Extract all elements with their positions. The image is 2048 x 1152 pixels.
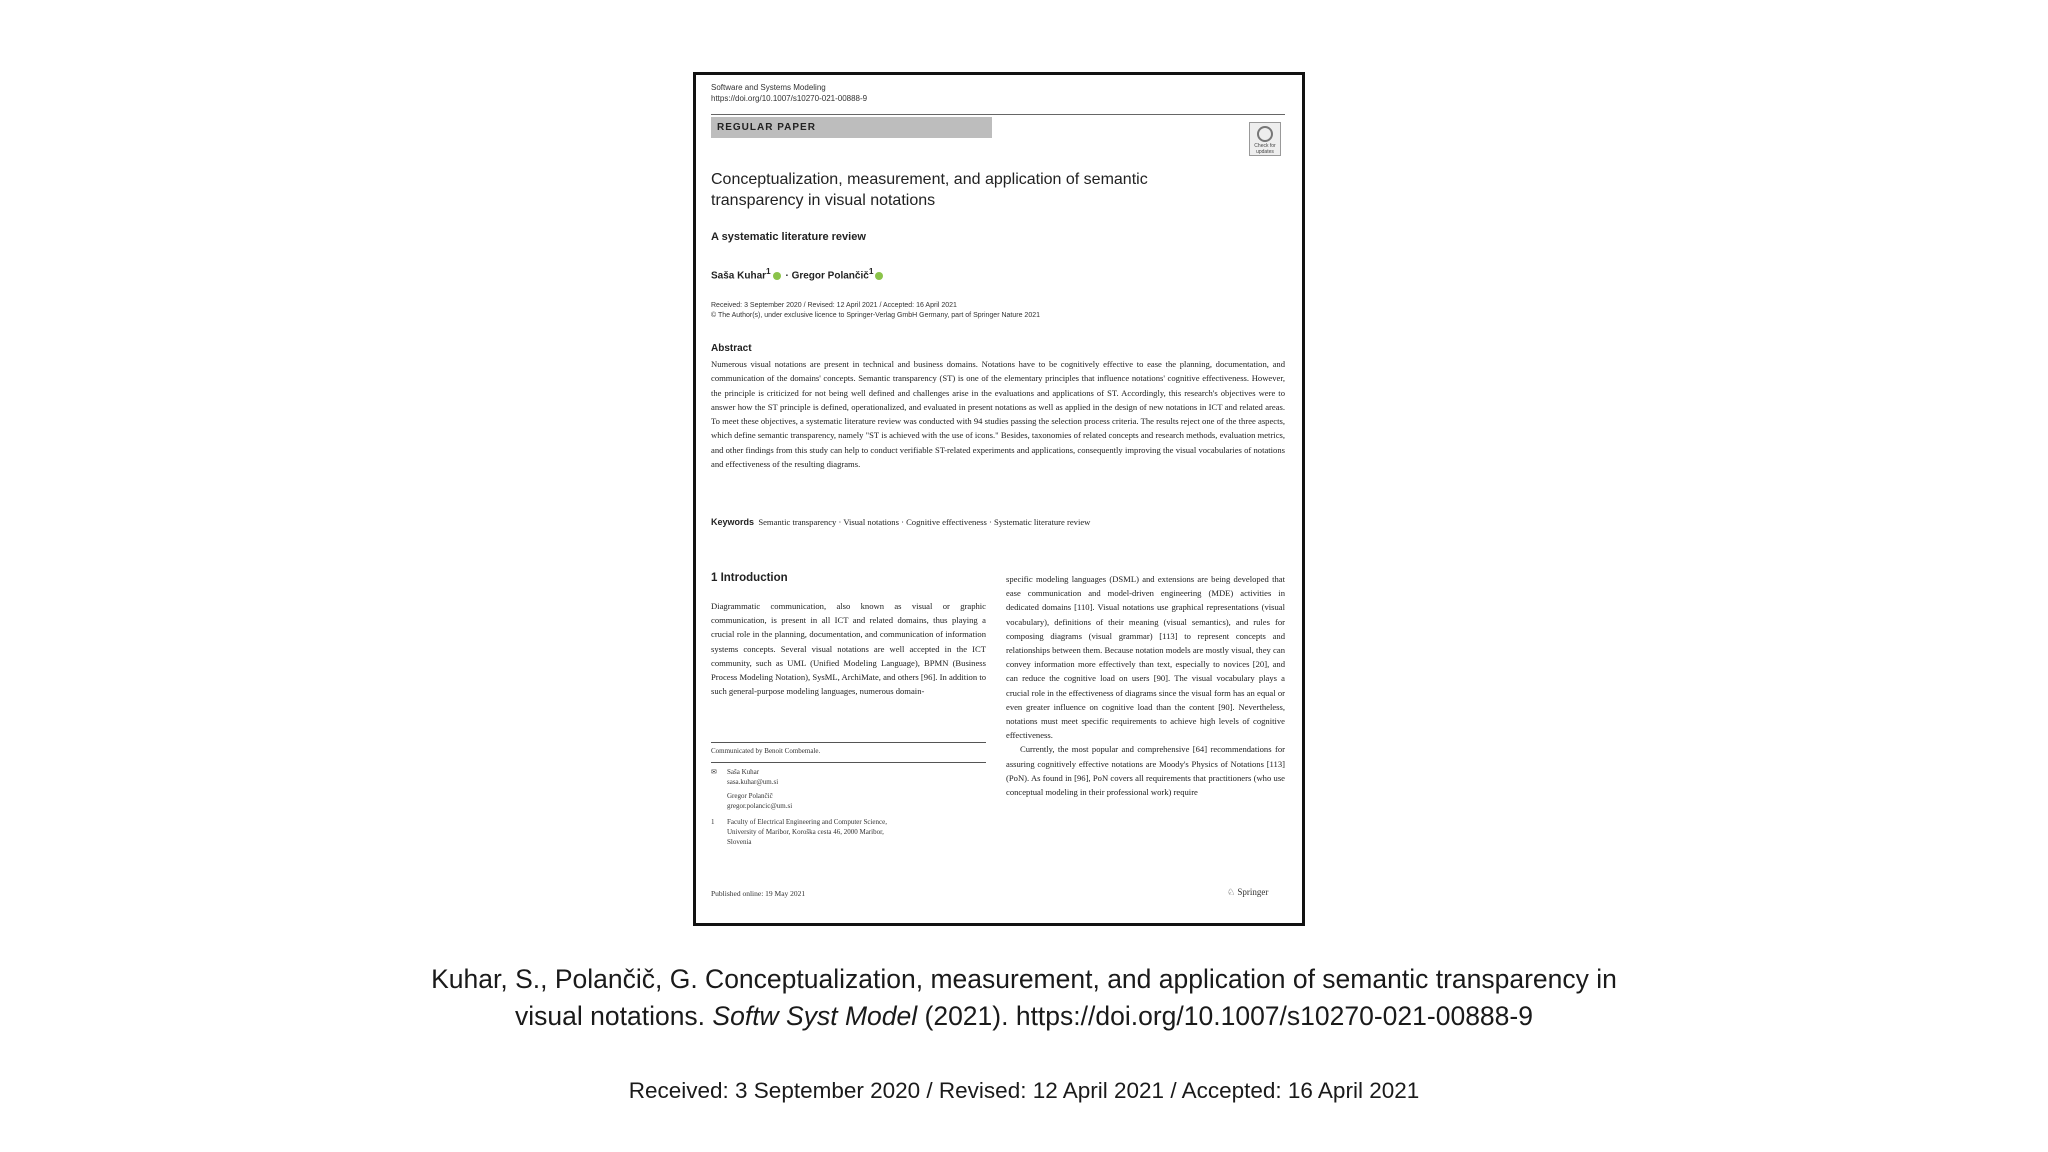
bookmark-icon [1257,126,1273,142]
author-separator: · [785,270,792,282]
footnote-rule [711,762,986,763]
paper-title: Conceptualization, measurement, and application of semantic transparency in visual notations [711,171,1148,209]
author-name: Saša Kuhar [711,270,767,282]
citation-line-1: Kuhar, S., Polančič, G. Conceptualization, measurement, and application of semantic transparency in [431,964,1617,994]
check-for-updates-badge [1249,122,1281,156]
citation-caption [0,961,2048,1035]
contact-name: Gregor Polančič [727,792,773,800]
author-contacts [711,767,986,847]
contact-name: Saša Kuhar [727,768,760,776]
publisher-name: Springer [1237,887,1269,897]
orcid-icon [875,272,883,280]
publisher-logo [1227,887,1268,898]
check-badge-label: Check for updates [1254,143,1276,155]
intro-paragraph: Currently, the most popular and comprehensive [64] recommendations for assuring cognitively effective notations are Moody's Physics of Notations [113] (PoN). As found in [96], PoN covers all requirements that practitioners (who use conceptual modeling in their professional work) require [1006,744,1285,798]
author-name: Gregor Polančič [791,270,869,282]
received-dates: Received: 3 September 2020 / Revised: 12 April 2021 / Accepted: 16 April 2021 [711,302,957,309]
contact-entry [711,767,986,787]
keywords [711,516,1285,528]
journal-name: Software and Systems Modeling [711,83,826,92]
orcid-icon [773,272,781,280]
header-rule [711,114,1285,115]
citation-doi: (2021). https://doi.org/10.1007/s10270-021-00888-9 [917,1001,1533,1031]
citation-text: visual notations. [515,1001,713,1031]
contact-email: sasa.kuhar@um.si [727,778,779,786]
citation-line-2 [0,998,2048,1035]
introduction-heading: 1 Introduction [711,572,788,584]
footnote-rule [711,742,986,743]
article-meta [711,301,1285,321]
received-revised-accepted-dates: Received: 3 September 2020 / Revised: 12 April 2021 / Accepted: 16 April 2021 [628,1078,1420,1103]
contact-entry [711,791,986,811]
contact-email: gregor.polancic@um.si [727,802,793,810]
affiliation-line: Faculty of Electrical Engineering and Computer Science, [727,818,887,826]
journal-doi: https://doi.org/10.1007/s10270-021-00888-9 [711,94,868,103]
envelope-icon: ✉ [711,768,717,776]
affiliation-entry [711,817,986,847]
abstract-heading: Abstract [711,343,752,354]
intro-paragraph: specific modeling languages (DSML) and extensions are being developed that ease communication and model-driven engineering (MDE) activities in dedicated domains [110]. Visual notations use graphical representations (visual vocabulary), definitions of their meaning (visual semantics), and rules for composing diagrams (visual grammar) [113] to represent concepts and relationships between them. Because notation models are mostly visual, they can convey information more effectively than text, especially to novices [20], and can reduce the cognitive load on users [90]. The visual vocabulary plays a crucial role in the effectiveness of diagrams since the visual form has an equal or even greater influence on cognitive load than the content [90]. Nevertheless, notations must meet specific requirements to achieve high levels of cognitive effectiveness. [1006,574,1285,741]
introduction-column-right [1006,572,1285,799]
paper-subtitle: A systematic literature review [711,231,866,243]
paper-first-page-image [693,72,1305,926]
affiliation-sup: 1 [868,266,874,276]
communicated-by: Communicated by Benoit Combemale. [711,747,821,755]
affiliation-line: University of Maribor, Koroška cesta 46, 2000 Maribor, [727,828,884,836]
citation-journal: Softw Syst Model [712,1001,918,1031]
affiliation-line: Slovenia [727,838,752,846]
section-label: REGULAR PAPER [711,117,992,138]
abstract-text: Numerous visual notations are present in technical and business domains. Notations have to be cognitively effective to ease the planning, documentation, and communication of the domains' concepts. Semantic transparency (ST) is one of the elementary principles that influence notations' cognitive effectiveness. However, the principle is criticized for not being well defined and challenges arise in the evaluations and applications of ST. Accordingly, this research's objectives were to answer how the ST principle is defined, operationalized, and evaluated in present notations as well as applied in the design of new notations in ICT and related areas. To meet these objectives, a systematic literature review was conducted with 94 studies passing the selection process criteria. The results reject one of the three aspects, which define semantic transparency, namely "ST is achieved with the use of icons." Besides, taxonomies of related concepts and research methods, evaluation metrics, and other findings from this study can help to conduct verifiable ST-related experiments and applications, consequently improving the visual vocabularies of notations and effectiveness of the resulting diagrams. [711,359,1285,470]
affiliation-sup: 1 [766,266,771,276]
copyright-line: © The Author(s), under exclusive licence to Springer-Verlag GmbH Germany, part of Springer Nature 2021 [711,312,1040,319]
springer-horse-icon: ♘ [1227,887,1236,897]
journal-header [711,82,1285,104]
affiliation-mark: 1 [711,818,715,826]
author-list [711,266,885,281]
keywords-label: Keywords [711,517,755,527]
keywords-list: Semantic transparency · Visual notations · Cognitive effectiveness · Systematic literature review [758,517,1091,527]
introduction-column-left: Diagrammatic communication, also known as visual or graphic communication, is present in all ICT and related domains, thus playing a crucial role in the planning, documentation, and communication of information systems concepts. Several visual notations are well accepted in the ICT community, such as UML (Unified Modeling Language), BPMN (Business Process Modeling Notation), SysML, ArchiMate, and others [96]. In addition to such general-purpose modeling languages, numerous domain- [711,601,986,697]
published-online: Published online: 19 May 2021 [711,889,806,898]
